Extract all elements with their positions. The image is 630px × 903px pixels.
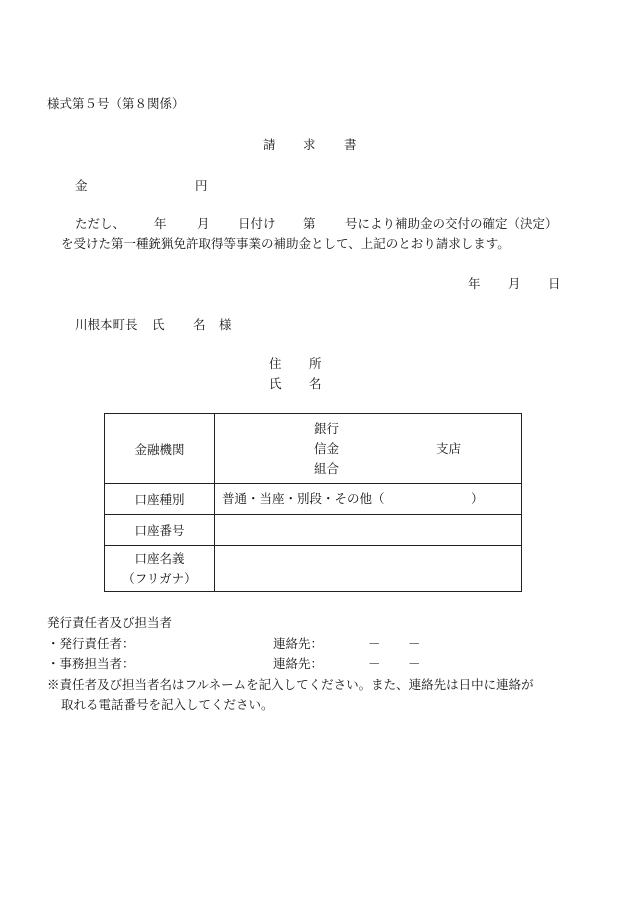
account-number-field[interactable] [215, 515, 522, 546]
body-line-2: を受けた第一種銃猟免許取得等事業の補助金として、上記のとおり請求します。 [61, 236, 510, 251]
body-month: 月 [197, 216, 210, 231]
staff-contact-dash-1: － [368, 656, 381, 671]
account-name-label-cell [105, 546, 215, 592]
date-month: 月 [508, 276, 521, 291]
addressee-mayor: 川根本町長 [75, 317, 138, 332]
responsible-contact-dash-1: － [368, 636, 381, 651]
institution-field[interactable] [215, 414, 522, 484]
responsible-contact-dash-2: － [408, 636, 421, 651]
account-name-field[interactable] [215, 546, 522, 592]
table-row [105, 546, 522, 592]
institution-type-kumiai: 組合 [314, 461, 340, 476]
staff-label: ・事務担当者： [47, 656, 135, 671]
issuer-heading: 発行責任者及び担当者 [47, 615, 173, 630]
table-row [105, 484, 522, 515]
applicant-name-1: 氏 [269, 376, 282, 391]
table-row [105, 515, 522, 546]
body-no-suffix: 号により補助金の交付の確定（決定） [345, 216, 558, 231]
institution-type-bank: 銀行 [314, 421, 340, 436]
account-number-label: 口座番号 [105, 515, 215, 546]
note-line-1: ※責任者及び担当者名はフルネームを記入してください。また、連絡先は日中に連絡が [47, 677, 534, 692]
staff-contact-dash-2: － [408, 656, 421, 671]
account-name-kana-label: （フリガナ） [122, 570, 197, 586]
note-line-2: 取れる電話番号を記入してください。 [61, 697, 274, 712]
addressee-honorific: 様 [219, 317, 232, 332]
account-type-label: 口座種別 [105, 484, 215, 515]
body-however: ただし、 [75, 216, 126, 231]
branch-label: 支店 [436, 441, 462, 456]
title-char-2: 求 [303, 137, 316, 152]
body-dated: 日付け [238, 216, 276, 231]
applicant-address-1: 住 [269, 356, 282, 371]
bank-account-table [104, 413, 522, 592]
body-year: 年 [154, 216, 167, 231]
institution-label: 金融機関 [105, 414, 215, 484]
table-row [105, 414, 522, 484]
responsible-contact-label: 連絡先： [273, 636, 324, 651]
title-char-3: 書 [344, 137, 357, 152]
body-no-prefix: 第 [303, 216, 316, 231]
amount-unit: 円 [195, 178, 208, 193]
institution-type-shinkin: 信金 [314, 441, 340, 456]
title-char-1: 請 [263, 137, 276, 152]
account-type-options: 普通・当座・別段・その他（ [222, 491, 385, 506]
applicant-name-2: 名 [309, 376, 322, 391]
addressee-name-2: 名 [193, 317, 206, 332]
account-name-label: 口座名義 [134, 550, 185, 566]
addressee-name-1: 氏 [152, 317, 165, 332]
date-day: 日 [548, 276, 561, 291]
responsible-label: ・発行責任者： [47, 636, 135, 651]
account-type-field[interactable] [215, 484, 522, 515]
date-year: 年 [468, 276, 481, 291]
applicant-address-2: 所 [309, 356, 322, 371]
account-type-close-paren: ） [471, 491, 484, 506]
staff-contact-label: 連絡先： [273, 656, 324, 671]
amount-label: 金 [75, 178, 88, 193]
form-number: 様式第５号（第８関係） [47, 96, 185, 111]
